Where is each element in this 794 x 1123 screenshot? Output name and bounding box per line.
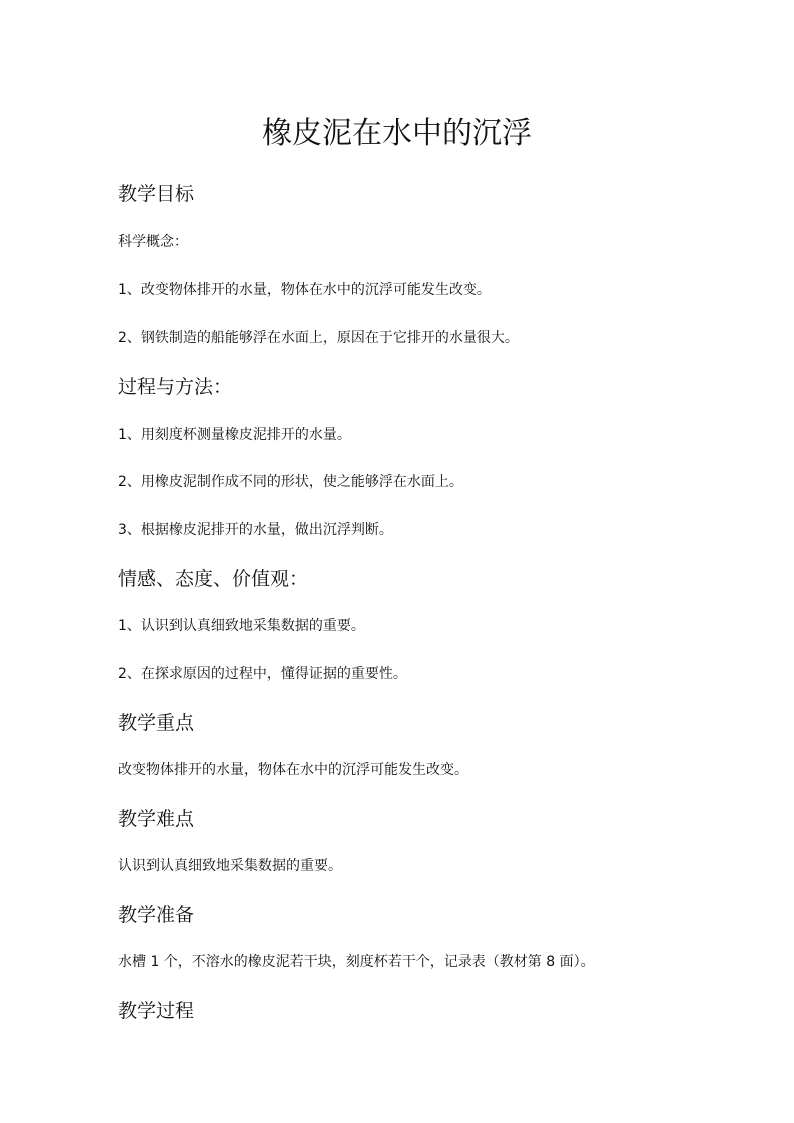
- difficulty-text: 认识到认真细致地采集数据的重要。: [118, 858, 342, 874]
- heading-difficulty: 教学难点: [118, 808, 195, 830]
- process-item: 1、用刻度杯测量橡皮泥排开的水量。: [118, 427, 351, 443]
- emotion-item: 1、认识到认真细致地采集数据的重要。: [118, 618, 365, 634]
- heading-process: 过程与方法：: [118, 376, 233, 398]
- document-title: 橡皮泥在水中的沉浮: [262, 116, 532, 151]
- preparation-text: 水槽 1 个，不溶水的橡皮泥若干块，刻度杯若干个，记录表（教材第 8 面）。: [118, 954, 595, 970]
- concept-item: 2、钢铁制造的船能够浮在水面上，原因在于它排开的水量很大。: [118, 330, 519, 346]
- concept-item: 1、改变物体排开的水量，物体在水中的沉浮可能发生改变。: [118, 282, 491, 298]
- emotion-item: 2、在探求原因的过程中，懂得证据的重要性。: [118, 666, 407, 682]
- key-point-text: 改变物体排开的水量，物体在水中的沉浮可能发生改变。: [118, 762, 468, 778]
- heading-key-point: 教学重点: [118, 712, 195, 734]
- process-item: 2、用橡皮泥制作成不同的形状，使之能够浮在水面上。: [118, 474, 463, 490]
- heading-objectives: 教学目标: [118, 183, 195, 205]
- heading-emotion: 情感、态度、价值观：: [118, 568, 309, 590]
- heading-procedure: 教学过程: [118, 1000, 195, 1022]
- heading-preparation: 教学准备: [118, 904, 195, 926]
- process-item: 3、根据橡皮泥排开的水量，做出沉浮判断。: [118, 522, 393, 538]
- concept-label: 科学概念：: [118, 234, 188, 250]
